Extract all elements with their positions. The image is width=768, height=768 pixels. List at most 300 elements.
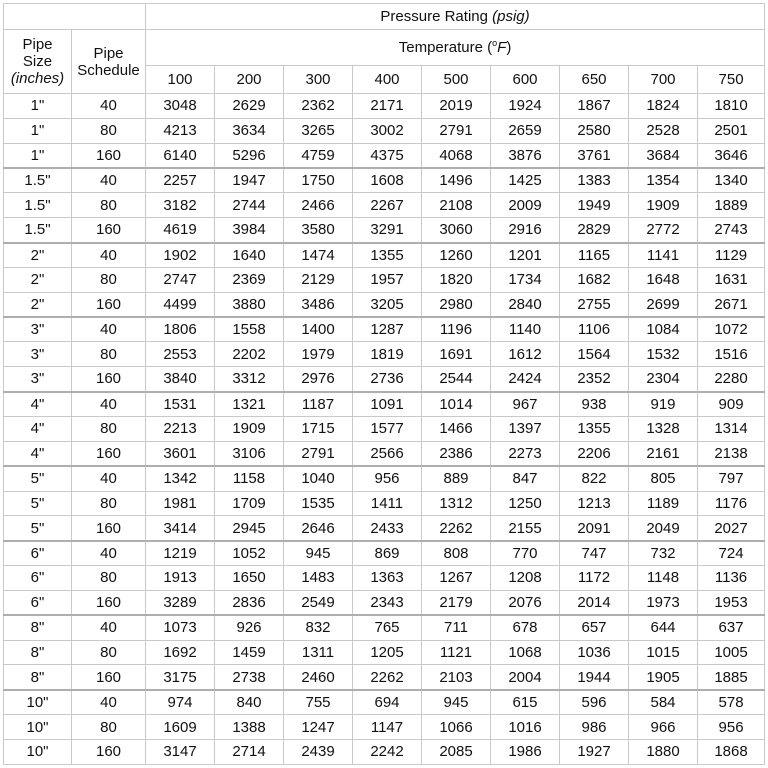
pressure-value-cell: 2836	[215, 590, 284, 615]
pressure-value-cell: 1052	[215, 541, 284, 566]
pressure-value-cell: 6140	[146, 143, 215, 168]
pressure-value-cell: 1072	[698, 317, 765, 342]
pressure-value-cell: 644	[629, 615, 698, 640]
table-row	[4, 441, 765, 466]
temperature-label-row	[4, 30, 765, 66]
pressure-value-cell: 2466	[284, 193, 353, 218]
table-row	[4, 292, 765, 317]
pressure-value-cell: 3002	[353, 118, 422, 143]
pressure-value-cell: 1121	[422, 640, 491, 665]
pressure-value-cell: 1040	[284, 466, 353, 491]
pressure-value-cell: 2362	[284, 94, 353, 119]
table-row	[4, 466, 765, 491]
pipe-size-cell: 2"	[4, 243, 72, 268]
pressure-value-cell: 822	[560, 466, 629, 491]
pressure-value-cell: 1148	[629, 566, 698, 591]
pressure-value-cell: 1165	[560, 243, 629, 268]
pressure-value-cell: 797	[698, 466, 765, 491]
pressure-value-cell: 919	[629, 392, 698, 417]
pipe-size-cell: 8"	[4, 615, 72, 640]
pressure-value-cell: 2980	[422, 292, 491, 317]
pressure-value-cell: 3265	[284, 118, 353, 143]
pipe-size-cell: 4"	[4, 416, 72, 441]
pressure-value-cell: 1880	[629, 739, 698, 764]
pipe-schedule-cell: 80	[72, 118, 146, 143]
pressure-value-cell: 1176	[698, 491, 765, 516]
pressure-value-cell: 2738	[215, 665, 284, 690]
pipe-size-header-unit: (inches)	[10, 70, 65, 87]
table-row	[4, 739, 765, 764]
pressure-value-cell: 2744	[215, 193, 284, 218]
pressure-value-cell: 2202	[215, 342, 284, 367]
pressure-value-cell: 1715	[284, 416, 353, 441]
pressure-value-cell: 808	[422, 541, 491, 566]
table-row	[4, 218, 765, 243]
pressure-value-cell: 2755	[560, 292, 629, 317]
pipe-schedule-cell: 160	[72, 441, 146, 466]
pressure-value-cell: 1532	[629, 342, 698, 367]
table-row	[4, 168, 765, 193]
pipe-schedule-cell: 40	[72, 690, 146, 715]
pipe-schedule-cell: 80	[72, 566, 146, 591]
pipe-schedule-cell: 40	[72, 243, 146, 268]
table-row	[4, 367, 765, 392]
pressure-value-cell: 2791	[284, 441, 353, 466]
pressure-value-cell: 3048	[146, 94, 215, 119]
pressure-value-cell: 1208	[491, 566, 560, 591]
pressure-value-cell: 1196	[422, 317, 491, 342]
pressure-value-cell: 747	[560, 541, 629, 566]
pressure-value-cell: 2076	[491, 590, 560, 615]
pressure-value-cell: 3761	[560, 143, 629, 168]
temperature-column-header: 500	[422, 66, 491, 94]
pressure-value-cell: 2267	[353, 193, 422, 218]
pressure-value-cell: 1810	[698, 94, 765, 119]
table-row	[4, 317, 765, 342]
pressure-value-cell: 869	[353, 541, 422, 566]
pressure-value-cell: 1068	[491, 640, 560, 665]
pressure-value-cell: 1260	[422, 243, 491, 268]
table-title	[146, 4, 765, 30]
pressure-value-cell: 1927	[560, 739, 629, 764]
pressure-value-cell: 1957	[353, 267, 422, 292]
pressure-value-cell: 1005	[698, 640, 765, 665]
pressure-value-cell: 1648	[629, 267, 698, 292]
pressure-value-cell: 1388	[215, 715, 284, 740]
pressure-value-cell: 2646	[284, 516, 353, 541]
pressure-value-cell: 2108	[422, 193, 491, 218]
pressure-value-cell: 2103	[422, 665, 491, 690]
pressure-value-cell: 1474	[284, 243, 353, 268]
pressure-value-cell: 2553	[146, 342, 215, 367]
table-row	[4, 615, 765, 640]
pipe-schedule-cell: 160	[72, 292, 146, 317]
pressure-value-cell: 2439	[284, 739, 353, 764]
table-row	[4, 342, 765, 367]
pressure-value-cell: 3060	[422, 218, 491, 243]
pressure-value-cell: 2743	[698, 218, 765, 243]
pressure-value-cell: 967	[491, 392, 560, 417]
pressure-value-cell: 1084	[629, 317, 698, 342]
pressure-value-cell: 1363	[353, 566, 422, 591]
pipe-schedule-cell: 160	[72, 665, 146, 690]
pressure-value-cell: 1496	[422, 168, 491, 193]
pressure-value-cell: 945	[422, 690, 491, 715]
pressure-value-cell: 1321	[215, 392, 284, 417]
pressure-value-cell: 1036	[560, 640, 629, 665]
pressure-value-cell: 1885	[698, 665, 765, 690]
pressure-value-cell: 724	[698, 541, 765, 566]
pressure-value-cell: 2629	[215, 94, 284, 119]
pressure-value-cell: 1709	[215, 491, 284, 516]
pressure-value-cell: 2549	[284, 590, 353, 615]
pressure-value-cell: 1140	[491, 317, 560, 342]
pressure-value-cell: 3646	[698, 143, 765, 168]
pressure-value-cell: 3106	[215, 441, 284, 466]
pressure-value-cell: 1979	[284, 342, 353, 367]
pressure-value-cell: 832	[284, 615, 353, 640]
pressure-value-cell: 2262	[353, 665, 422, 690]
pressure-value-cell: 956	[353, 466, 422, 491]
pressure-value-cell: 2179	[422, 590, 491, 615]
pressure-value-cell: 1535	[284, 491, 353, 516]
pressure-value-cell: 2049	[629, 516, 698, 541]
pressure-value-cell: 2424	[491, 367, 560, 392]
pressure-value-cell: 2501	[698, 118, 765, 143]
pipe-schedule-cell: 80	[72, 342, 146, 367]
pressure-value-cell: 1411	[353, 491, 422, 516]
table-row	[4, 267, 765, 292]
pipe-size-header-line2: Size	[22, 53, 53, 70]
temperature-label: Temperature	[398, 39, 483, 56]
table-row	[4, 715, 765, 740]
pressure-value-cell: 2699	[629, 292, 698, 317]
pipe-size-cell: 1.5"	[4, 193, 72, 218]
pressure-value-cell: 2242	[353, 739, 422, 764]
pressure-value-cell: 3880	[215, 292, 284, 317]
pressure-value-cell: 3634	[215, 118, 284, 143]
pressure-value-cell: 2273	[491, 441, 560, 466]
pressure-value-cell: 2019	[422, 94, 491, 119]
pressure-value-cell: 2916	[491, 218, 560, 243]
title-unit: (psig)	[492, 8, 530, 25]
pressure-value-cell: 1692	[146, 640, 215, 665]
pressure-value-cell: 1564	[560, 342, 629, 367]
pressure-value-cell: 694	[353, 690, 422, 715]
pressure-value-cell: 637	[698, 615, 765, 640]
title-text: Pressure Rating	[380, 8, 488, 25]
table-row	[4, 94, 765, 119]
pressure-value-cell: 2280	[698, 367, 765, 392]
table-row	[4, 640, 765, 665]
pressure-value-cell: 1868	[698, 739, 765, 764]
pressure-value-cell: 1483	[284, 566, 353, 591]
pipe-size-cell: 4"	[4, 441, 72, 466]
pressure-value-cell: 1734	[491, 267, 560, 292]
pipe-schedule-cell: 160	[72, 143, 146, 168]
pressure-value-cell: 2027	[698, 516, 765, 541]
pressure-value-cell: 2161	[629, 441, 698, 466]
pressure-value-cell: 4759	[284, 143, 353, 168]
table-row	[4, 193, 765, 218]
pressure-value-cell: 2009	[491, 193, 560, 218]
pressure-value-cell: 1909	[215, 416, 284, 441]
pressure-value-cell: 1015	[629, 640, 698, 665]
pressure-value-cell: 1558	[215, 317, 284, 342]
pressure-value-cell: 2369	[215, 267, 284, 292]
pressure-value-cell: 1187	[284, 392, 353, 417]
pressure-value-cell: 678	[491, 615, 560, 640]
pressure-value-cell: 1158	[215, 466, 284, 491]
pressure-value-cell: 770	[491, 541, 560, 566]
pressure-value-cell: 1201	[491, 243, 560, 268]
pressure-value-cell: 1609	[146, 715, 215, 740]
pressure-value-cell: 4619	[146, 218, 215, 243]
pipe-schedule-header-line1: Pipe	[93, 44, 124, 62]
pressure-value-cell: 1397	[491, 416, 560, 441]
pressure-value-cell: 1953	[698, 590, 765, 615]
pressure-value-cell: 2206	[560, 441, 629, 466]
pressure-value-cell: 2129	[284, 267, 353, 292]
pressure-value-cell: 1383	[560, 168, 629, 193]
pressure-value-cell: 1205	[353, 640, 422, 665]
pressure-value-cell: 1947	[215, 168, 284, 193]
pressure-value-cell: 3289	[146, 590, 215, 615]
pressure-value-cell: 3840	[146, 367, 215, 392]
pressure-value-cell: 840	[215, 690, 284, 715]
pressure-value-cell: 711	[422, 615, 491, 640]
pressure-value-cell: 732	[629, 541, 698, 566]
pressure-value-cell: 2791	[422, 118, 491, 143]
pressure-value-cell: 1091	[353, 392, 422, 417]
pressure-value-cell: 578	[698, 690, 765, 715]
pipe-schedule-cell: 160	[72, 367, 146, 392]
pipe-size-cell: 1"	[4, 118, 72, 143]
pipe-schedule-cell: 80	[72, 267, 146, 292]
pipe-schedule-cell: 40	[72, 168, 146, 193]
pressure-value-cell: 1682	[560, 267, 629, 292]
table-row	[4, 516, 765, 541]
pipe-size-cell: 4"	[4, 392, 72, 417]
pressure-value-cell: 2257	[146, 168, 215, 193]
pressure-value-cell: 2736	[353, 367, 422, 392]
pressure-value-cell: 1213	[560, 491, 629, 516]
pressure-value-cell: 1219	[146, 541, 215, 566]
pressure-value-cell: 974	[146, 690, 215, 715]
pressure-value-cell: 2714	[215, 739, 284, 764]
pressure-value-cell: 2433	[353, 516, 422, 541]
pressure-value-cell: 889	[422, 466, 491, 491]
pressure-value-cell: 1913	[146, 566, 215, 591]
temperature-header	[146, 30, 765, 66]
pressure-value-cell: 2213	[146, 416, 215, 441]
pressure-value-cell: 2840	[491, 292, 560, 317]
pipe-size-cell: 3"	[4, 342, 72, 367]
pipe-size-cell: 6"	[4, 590, 72, 615]
pressure-value-cell: 2976	[284, 367, 353, 392]
pressure-value-cell: 2528	[629, 118, 698, 143]
pressure-value-cell: 909	[698, 392, 765, 417]
pressure-value-cell: 596	[560, 690, 629, 715]
pressure-value-cell: 1189	[629, 491, 698, 516]
pressure-value-cell: 1247	[284, 715, 353, 740]
pressure-value-cell: 3175	[146, 665, 215, 690]
pressure-rating-table	[3, 3, 765, 765]
pressure-value-cell: 2138	[698, 441, 765, 466]
pressure-value-cell: 2352	[560, 367, 629, 392]
pipe-schedule-cell: 40	[72, 466, 146, 491]
pressure-value-cell: 1354	[629, 168, 698, 193]
pressure-value-cell: 1136	[698, 566, 765, 591]
pipe-size-cell: 5"	[4, 491, 72, 516]
pressure-value-cell: 1924	[491, 94, 560, 119]
pressure-value-cell: 3580	[284, 218, 353, 243]
pressure-value-cell: 945	[284, 541, 353, 566]
pressure-value-cell: 3291	[353, 218, 422, 243]
pipe-size-cell: 3"	[4, 317, 72, 342]
table-row	[4, 491, 765, 516]
pipe-size-header	[4, 30, 72, 94]
pressure-value-cell: 4375	[353, 143, 422, 168]
pressure-value-cell: 986	[560, 715, 629, 740]
table-row	[4, 243, 765, 268]
pressure-value-cell: 2460	[284, 665, 353, 690]
pressure-value-cell: 584	[629, 690, 698, 715]
pressure-value-cell: 3147	[146, 739, 215, 764]
pressure-value-cell: 1311	[284, 640, 353, 665]
pressure-value-cell: 1531	[146, 392, 215, 417]
pressure-value-cell: 1287	[353, 317, 422, 342]
corner-blank-cell	[4, 4, 146, 30]
pressure-value-cell: 1824	[629, 94, 698, 119]
pressure-value-cell: 3984	[215, 218, 284, 243]
pressure-value-cell: 1650	[215, 566, 284, 591]
pressure-value-cell: 3601	[146, 441, 215, 466]
pressure-value-cell: 1340	[698, 168, 765, 193]
pressure-value-cell: 2155	[491, 516, 560, 541]
pressure-value-cell: 2014	[560, 590, 629, 615]
pressure-value-cell: 1820	[422, 267, 491, 292]
pressure-value-cell: 2544	[422, 367, 491, 392]
pressure-value-cell: 5296	[215, 143, 284, 168]
pressure-value-cell: 1459	[215, 640, 284, 665]
pressure-value-cell: 1466	[422, 416, 491, 441]
table-row	[4, 590, 765, 615]
pressure-value-cell: 765	[353, 615, 422, 640]
pipe-schedule-cell: 80	[72, 715, 146, 740]
pressure-value-cell: 3414	[146, 516, 215, 541]
temperature-column-header: 400	[353, 66, 422, 94]
temperature-column-header: 300	[284, 66, 353, 94]
pressure-value-cell: 3205	[353, 292, 422, 317]
pressure-value-cell: 1819	[353, 342, 422, 367]
table-row	[4, 416, 765, 441]
table-row	[4, 690, 765, 715]
pipe-size-header-line1: Pipe	[22, 36, 53, 53]
pressure-value-cell: 1355	[353, 243, 422, 268]
pressure-value-cell: 1267	[422, 566, 491, 591]
pressure-value-cell: 1902	[146, 243, 215, 268]
pressure-value-cell: 2671	[698, 292, 765, 317]
pressure-value-cell: 1944	[560, 665, 629, 690]
pressure-value-cell: 2772	[629, 218, 698, 243]
pressure-value-cell: 1905	[629, 665, 698, 690]
pipe-size-cell: 3"	[4, 367, 72, 392]
pressure-value-cell: 2304	[629, 367, 698, 392]
pressure-value-cell: 3182	[146, 193, 215, 218]
pressure-value-cell: 1867	[560, 94, 629, 119]
pressure-value-cell: 2343	[353, 590, 422, 615]
pressure-value-cell: 1355	[560, 416, 629, 441]
temperature-column-header: 750	[698, 66, 765, 94]
pressure-value-cell: 2004	[491, 665, 560, 690]
pipe-schedule-cell: 40	[72, 615, 146, 640]
pipe-size-cell: 5"	[4, 516, 72, 541]
temperature-column-header: 100	[146, 66, 215, 94]
pressure-value-cell: 2262	[422, 516, 491, 541]
pressure-value-cell: 1909	[629, 193, 698, 218]
pipe-schedule-cell: 40	[72, 392, 146, 417]
pressure-value-cell: 1073	[146, 615, 215, 640]
pipe-size-cell: 1"	[4, 143, 72, 168]
pressure-value-cell: 1312	[422, 491, 491, 516]
title-row	[4, 4, 765, 30]
pressure-value-cell: 938	[560, 392, 629, 417]
pipe-size-cell: 6"	[4, 566, 72, 591]
pressure-value-cell: 1949	[560, 193, 629, 218]
pressure-value-cell: 847	[491, 466, 560, 491]
temperature-unit: ($^o$F)	[487, 38, 512, 56]
pressure-value-cell: 1750	[284, 168, 353, 193]
pipe-schedule-header	[72, 30, 146, 94]
pressure-value-cell: 2659	[491, 118, 560, 143]
pipe-schedule-cell: 40	[72, 317, 146, 342]
table-row	[4, 392, 765, 417]
pipe-size-cell: 1.5"	[4, 168, 72, 193]
temperature-column-header: 200	[215, 66, 284, 94]
pressure-value-cell: 1577	[353, 416, 422, 441]
temperature-column-header: 700	[629, 66, 698, 94]
pressure-value-cell: 1172	[560, 566, 629, 591]
table-body	[4, 94, 765, 765]
pressure-value-cell: 1691	[422, 342, 491, 367]
pressure-value-cell: 1314	[698, 416, 765, 441]
pressure-value-cell: 2580	[560, 118, 629, 143]
pipe-schedule-cell: 160	[72, 516, 146, 541]
pressure-value-cell: 2747	[146, 267, 215, 292]
pipe-size-cell: 2"	[4, 267, 72, 292]
pressure-value-cell: 1129	[698, 243, 765, 268]
pressure-value-cell: 1806	[146, 317, 215, 342]
pipe-schedule-cell: 80	[72, 640, 146, 665]
pressure-value-cell: 3684	[629, 143, 698, 168]
pressure-value-cell: 755	[284, 690, 353, 715]
pressure-value-cell: 2085	[422, 739, 491, 764]
pressure-value-cell: 1141	[629, 243, 698, 268]
pipe-size-cell: 5"	[4, 466, 72, 491]
pipe-schedule-cell: 80	[72, 193, 146, 218]
table-row	[4, 665, 765, 690]
pressure-value-cell: 805	[629, 466, 698, 491]
pipe-size-cell: 10"	[4, 715, 72, 740]
pressure-value-cell: 2091	[560, 516, 629, 541]
pipe-size-cell: 1.5"	[4, 218, 72, 243]
pressure-value-cell: 956	[698, 715, 765, 740]
pressure-value-cell: 2566	[353, 441, 422, 466]
pipe-schedule-cell: 160	[72, 739, 146, 764]
pressure-value-cell: 4499	[146, 292, 215, 317]
pipe-schedule-cell: 80	[72, 416, 146, 441]
